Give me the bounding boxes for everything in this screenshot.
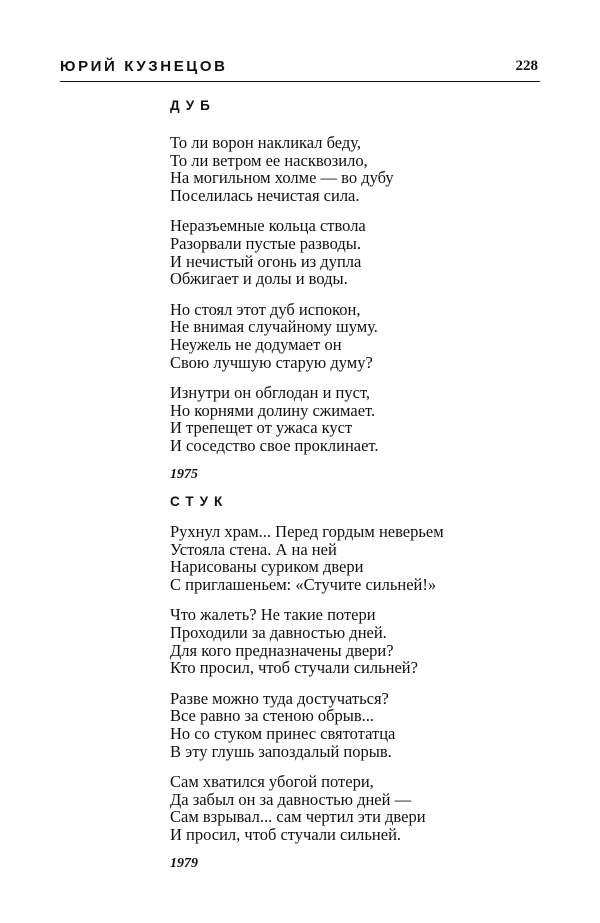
verse-line: Неужель не додумает он [170, 334, 342, 354]
stanza [170, 301, 550, 371]
verse-line: Разорвали пустые разводы. [170, 233, 361, 253]
verse-line: Да забыл он за давностью дней — [170, 789, 412, 809]
header-rule [60, 81, 540, 82]
poem-title: СТУК [170, 494, 229, 509]
verse-line: Сам взрывал... сам чертил эти двери [170, 807, 426, 827]
poem-title: ДУБ [170, 98, 216, 113]
stanza [170, 384, 550, 454]
verse-line: Обжигает и долы и воды. [170, 269, 348, 289]
verse-line: Неразъемные кольца ствола [170, 216, 366, 236]
verse-line: То ли ветром ее насквозило, [170, 150, 368, 170]
verse-line: Сам хватился убогой потери, [170, 772, 374, 792]
verse-line: Устояла стена. А на ней [170, 539, 337, 559]
verse-line: Рухнул храм... Перед гордым неверьем [170, 522, 444, 541]
verse-line: Но стоял этот дуб испокон, [170, 299, 361, 319]
verse-line: Поселилась нечистая сила. [170, 185, 360, 205]
verse-line: Что жалеть? Не такие потери [170, 605, 376, 625]
verse-line: На могильном холме — во дубу [170, 168, 394, 188]
page-number: 228 [515, 58, 538, 74]
verse-line: Для кого предназначены двери? [170, 640, 394, 660]
stanza [170, 606, 550, 676]
verse-line: И просил, чтоб стучали сильней. [170, 824, 402, 844]
verse-line: Разве можно туда достучаться? [170, 688, 389, 708]
poem-year: 1979 [170, 855, 198, 871]
stanza [170, 690, 550, 760]
verse-line: Не внимая случайному шуму. [170, 317, 378, 337]
verse-line: И нечистый огонь из дупла [170, 251, 362, 271]
verse-line: Кто просил, чтоб стучали сильней? [170, 658, 418, 678]
verse-line: И трепещет от ужаса куст [170, 418, 353, 438]
running-head [60, 52, 540, 82]
stanza [170, 523, 550, 593]
verse-line: Проходили за давностью дней. [170, 622, 387, 642]
verse-line: Нарисованы суриком двери [170, 557, 364, 577]
stanza [170, 773, 550, 843]
verse-line: Но корнями долину сжимает. [170, 400, 376, 420]
verse-line: Изнутри он обглодан и пуст, [170, 383, 371, 403]
author-name: ЮРИЙ КУЗНЕЦОВ [60, 58, 228, 75]
verse-line: И соседство свое проклинает. [170, 435, 379, 455]
stanza [170, 134, 550, 204]
poem-year: 1975 [170, 466, 198, 482]
verse-line: Все равно за стеною обрыв... [170, 706, 375, 726]
verse-line: Но со стуком принес святотатца [170, 723, 396, 743]
poem-oak [170, 97, 550, 484]
verse-line: То ли ворон накликал беду, [170, 133, 362, 152]
verse-line: В эту глушь запоздалый порыв. [170, 741, 392, 761]
poem-knock [170, 493, 550, 873]
verse-line: Свою лучшую старую думу? [170, 352, 373, 372]
verse-line: С приглашеньем: «Стучите сильней!» [170, 574, 437, 594]
stanza [170, 217, 550, 287]
